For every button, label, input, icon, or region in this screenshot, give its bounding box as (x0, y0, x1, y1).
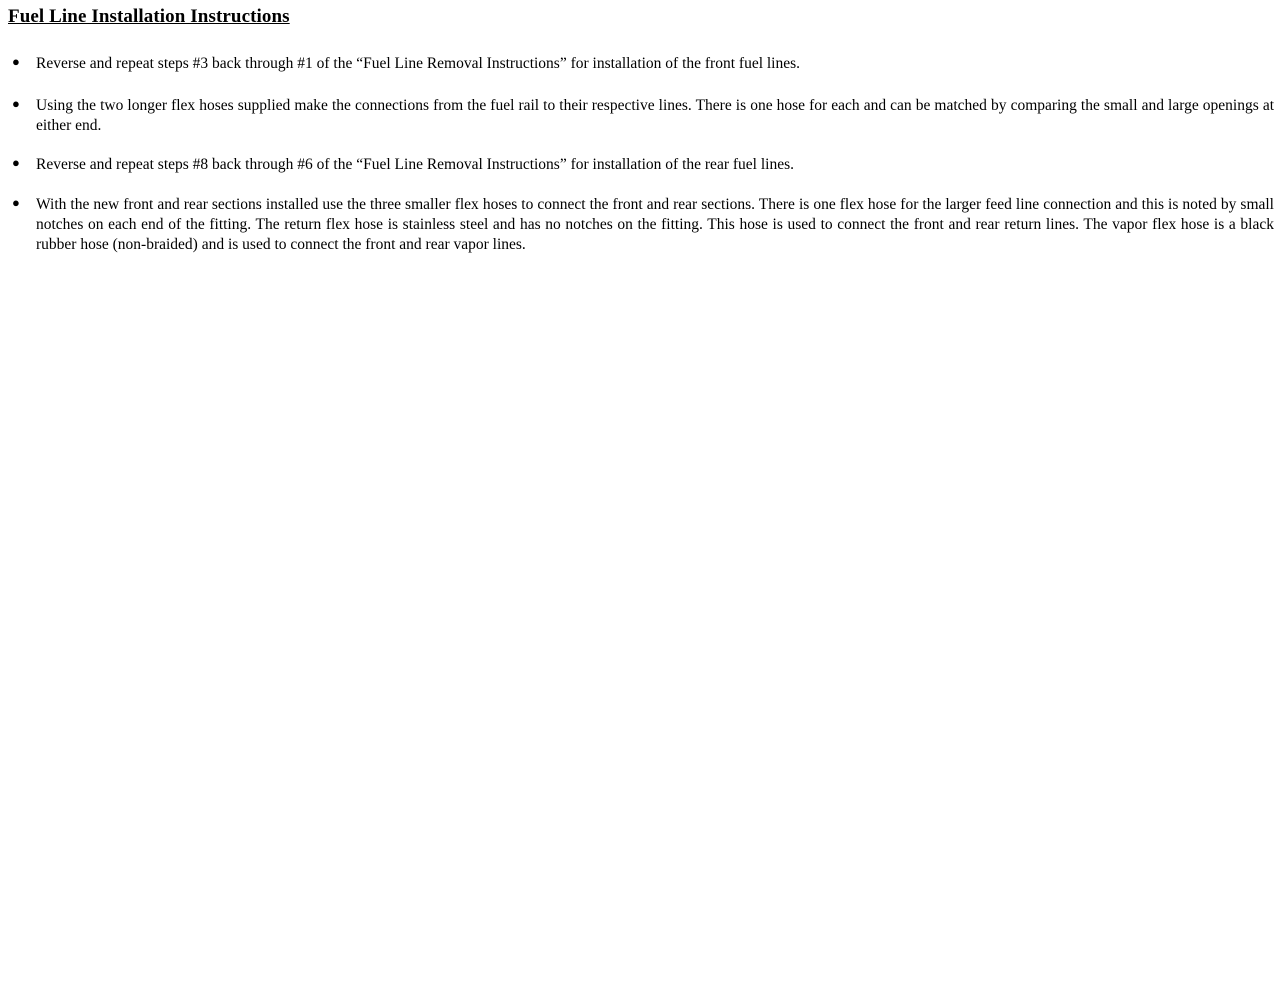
list-item (0, 54, 1280, 74)
bullet-icon: ● (12, 155, 20, 171)
list-item-text: With the new front and rear sections installed use the three smaller flex hoses to connect the front and rear sections. There is one flex hose for the larger feed line connection and this is noted by small notches on each end of the fitting. The return flex hose is stainless steel and has no notches on the fitting. This hose is used to connect the front and rear return lines. The vapor flex hose is a black rubber hose (non-braided) and is used to connect the front and rear vapor lines. (36, 196, 1274, 253)
bullet-icon: ● (12, 95, 20, 111)
list-spacer (0, 74, 1280, 96)
bullet-icon: ● (12, 54, 20, 69)
instruction-list (0, 54, 1280, 255)
list-spacer (0, 175, 1280, 195)
list-item (0, 195, 1280, 254)
page-title: Fuel Line Installation Instructions (8, 6, 290, 27)
list-item (0, 155, 1280, 175)
list-item-text: Reverse and repeat steps #8 back through #6 of the “Fuel Line Removal Instructions” for installation of the rear fuel lines. (36, 156, 794, 174)
title-spacer (0, 28, 1280, 54)
bullet-icon: ● (12, 195, 20, 211)
document-page (0, 6, 1280, 995)
list-item-text: Using the two longer flex hoses supplied make the connections from the fuel rail to their respective lines. There is one hose for each and can be matched by comparing the small and large openings at either end. (36, 96, 1274, 134)
list-spacer (0, 135, 1280, 155)
list-item-text: Reverse and repeat steps #3 back through #1 of the “Fuel Line Removal Instructions” for installation of the front fuel lines. (36, 55, 801, 72)
list-item (0, 96, 1280, 136)
